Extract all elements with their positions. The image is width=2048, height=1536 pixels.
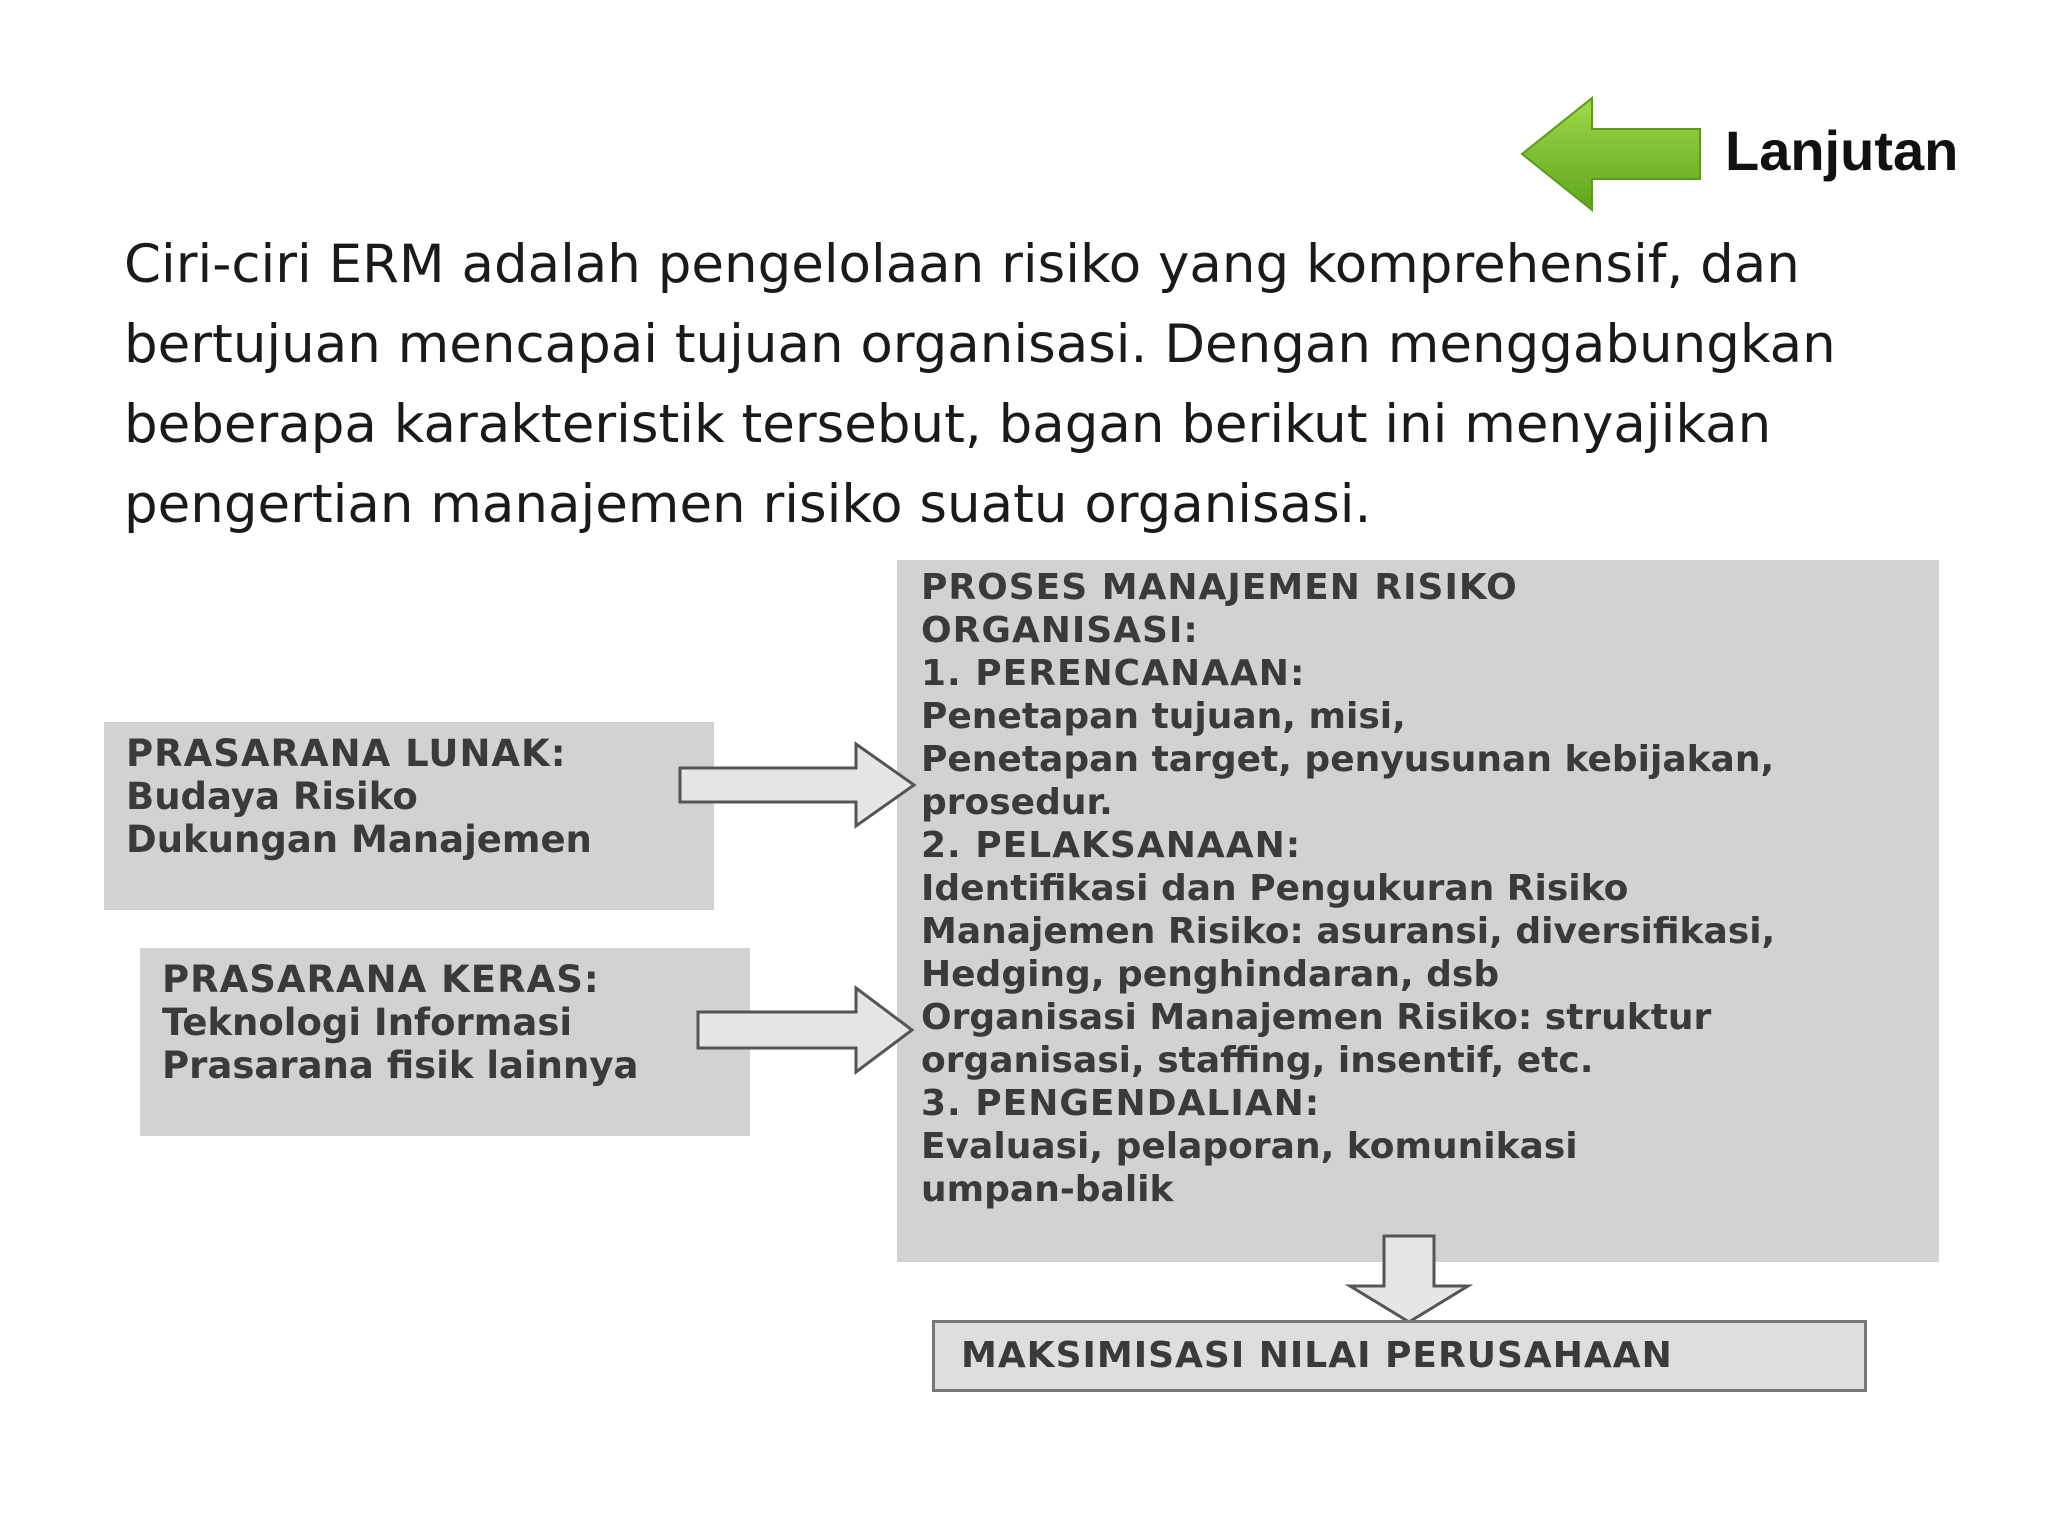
intro-line: bertujuan mencapai tujuan organisasi. Dengan menggabungkan [124, 314, 1836, 375]
hard-infrastructure-item: Prasarana fisik lainnya [162, 1044, 639, 1087]
nav-label: Lanjutan [1725, 119, 1959, 182]
arrow-right-icon [678, 740, 918, 830]
planning-heading: 1. PERENCANAAN: [921, 653, 1306, 694]
arrow-down-icon [1344, 1234, 1474, 1326]
control-line: umpan-balik [921, 1169, 1174, 1210]
control-line: Evaluasi, pelaporan, komunikasi [921, 1126, 1578, 1167]
result-box: MAKSIMISASI NILAI PERUSAHAAN [932, 1320, 1867, 1392]
process-box [897, 560, 1939, 1262]
implementation-heading: 2. PELAKSANAAN: [921, 825, 1302, 866]
soft-infrastructure-box [104, 722, 714, 910]
arrow-left-icon [1520, 96, 1720, 216]
process-title: ORGANISASI: [921, 610, 1199, 651]
arrow-right-icon [696, 984, 916, 1076]
intro-paragraph [124, 225, 1924, 545]
intro-line: Ciri-ciri ERM adalah pengelolaan risiko yang komprehensif, dan [124, 234, 1800, 295]
implementation-line: Hedging, penghindaran, dsb [921, 954, 1500, 995]
soft-infrastructure-title: PRASARANA LUNAK: [126, 732, 567, 775]
implementation-line: Manajemen Risiko: asuransi, diversifikasi, [921, 911, 1776, 952]
hard-infrastructure-title: PRASARANA KERAS: [162, 958, 600, 1001]
intro-line: pengertian manajemen risiko suatu organisasi. [124, 474, 1372, 535]
hard-infrastructure-item: Teknologi Informasi [162, 1001, 573, 1044]
implementation-line: organisasi, staffing, insentif, etc. [921, 1040, 1594, 1081]
intro-line: beberapa karakteristik tersebut, bagan berikut ini menyajikan [124, 394, 1772, 455]
process-title: PROSES MANAJEMEN RISIKO [921, 567, 1518, 608]
implementation-line: Organisasi Manajemen Risiko: struktur [921, 997, 1712, 1038]
planning-line: Penetapan target, penyusunan kebijakan, [921, 739, 1775, 780]
implementation-line: Identifikasi dan Pengukuran Risiko [921, 868, 1629, 909]
planning-line: Penetapan tujuan, misi, [921, 696, 1406, 737]
soft-infrastructure-item: Budaya Risiko [126, 775, 418, 818]
planning-line: prosedur. [921, 782, 1113, 823]
soft-infrastructure-item: Dukungan Manajemen [126, 818, 592, 861]
control-heading: 3. PENGENDALIAN: [921, 1083, 1321, 1124]
nav-back-button[interactable] [1520, 96, 1980, 216]
hard-infrastructure-box [140, 948, 750, 1136]
